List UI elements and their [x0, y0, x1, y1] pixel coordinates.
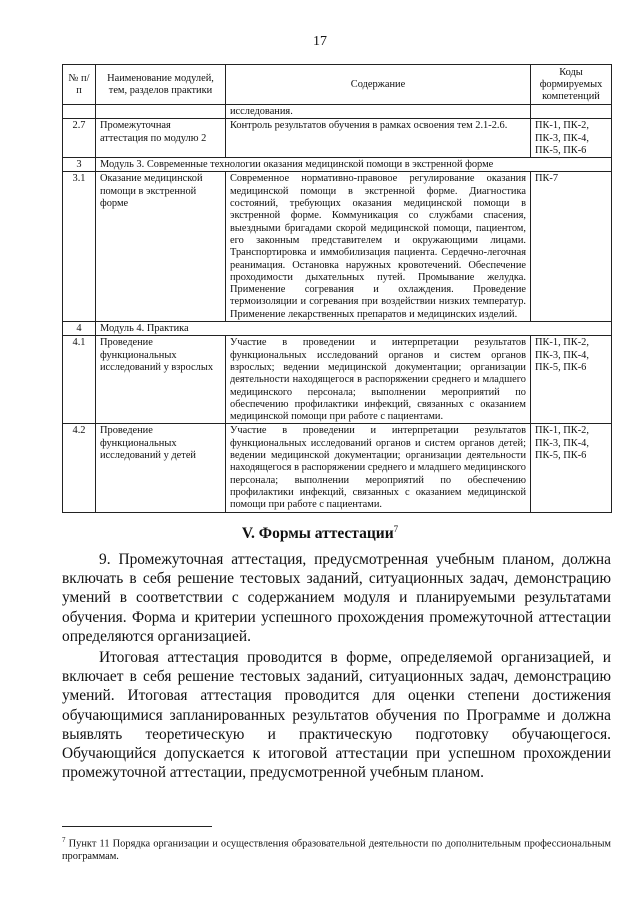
module-title: Модуль 3. Современные технологии оказания медицинской помощи в экстренной форме — [96, 158, 612, 172]
footnote-reference: 7 — [393, 524, 399, 534]
module-title: Модуль 4. Практика — [96, 322, 612, 336]
cell-num: 4.2 — [63, 424, 96, 512]
table-row-3-1 — [63, 172, 612, 322]
module-4-row — [63, 322, 612, 336]
cell-num: 2.7 — [63, 119, 96, 158]
cell-codes: ПК-1, ПК-2, ПК-3, ПК-4, ПК-5, ПК-6 — [531, 119, 612, 158]
cell-num: 3.1 — [63, 172, 96, 322]
header-codes: Коды формируемых компетенций — [531, 65, 612, 105]
cell-codes: ПК-1, ПК-2, ПК-3, ПК-4, ПК-5, ПК-6 — [531, 424, 612, 512]
cell-num: 4.1 — [63, 336, 96, 424]
curriculum-table — [62, 64, 612, 513]
cell-codes: ПК-1, ПК-2, ПК-3, ПК-4, ПК-5, ПК-6 — [531, 336, 612, 424]
cell-name: Проведение функциональных исследований у детей — [96, 424, 226, 512]
cell-codes: ПК-7 — [531, 172, 612, 322]
table-row-4-1 — [63, 336, 612, 424]
cell-content: Контроль результатов обучения в рамках освоения тем 2.1-2.6. — [226, 119, 531, 158]
cell-name: Проведение функциональных исследований у взрослых — [96, 336, 226, 424]
table-row-4-2 — [63, 424, 612, 512]
header-num: № п/п — [63, 65, 96, 105]
cell-content: исследования. — [226, 105, 531, 119]
module-num: 4 — [63, 322, 96, 336]
footnote-divider — [62, 826, 212, 827]
cell-content: Участие в проведении и интерпретации результатов функциональных исследований органов и систем органов взрослых; ведении медицинской документации; организации деятельности находящегося в распоряжении среднего и младшего медицинского персонала; выполнении мероприятий по обеспечению профилактики инфекций, связанных с оказанием медицинской помощи при работе с пациентами. — [226, 336, 531, 424]
header-content: Содержание — [226, 65, 531, 105]
table-row-continuation — [63, 105, 612, 119]
table-row-2-7 — [63, 119, 612, 158]
page-number: 17 — [313, 34, 327, 49]
footnote-text: Пункт 11 Порядка организации и осуществления образовательной деятельности по дополнительным профессиональным программам. — [62, 838, 611, 863]
table-header-row — [63, 65, 612, 105]
footnote — [62, 834, 611, 863]
section-heading — [0, 524, 640, 543]
module-3-row — [63, 158, 612, 172]
module-num: 3 — [63, 158, 96, 172]
cell-content: Современное нормативно-правовое регулирование оказания медицинской помощи в экстренной форме. Диагностика состояний, требующих оказания медицинской помощи в экстренной форме. Коммуникация со службами спасения, выездными бригадами скорой медицинской помощи, пациентом, его законным представителем и окружающими лицами. Транспортировка и иммобилизация пациента. Сердечно-легочная реанимация. Остановка наружных кровотечений. Обеспечение проходимости дыхательных путей. Промывание желудка. Применение согревания и охлаждения. Проведение термоизоляции и согревания при воздействии низких температур. Применение лекарственных препаратов и медицинских изделий. — [226, 172, 531, 322]
paragraph-intermediate-attestation: 9. Промежуточная аттестация, предусмотренная учебным планом, должна включать в себя решение тестовых заданий, ситуационных задач, демонстрацию умений в соответствии с содержанием модуля и планируемыми результатами обучения. Форма и критерии успешного прохождения промежуточной аттестации определяются организацией. — [62, 551, 611, 645]
cell-name: Оказание медицинской помощи в экстренной форме — [96, 172, 226, 322]
paragraph-final-attestation: Итоговая аттестация проводится в форме, определяемой организацией, и включает в себя решение тестовых заданий, ситуационных задач, демонстрацию умений. Итоговая аттестация проводится для оценки степени достижения обучающимися запланированных результатов обучения по Программе и должна выявлять теоретическую и практическую подготовку обучающегося. Обучающийся допускается к итоговой аттестации при успешном прохождении промежуточной аттестации, предусмотренной учебным планом. — [62, 649, 611, 782]
footnote-mark: 7 — [62, 836, 66, 844]
cell-content: Участие в проведении и интерпретации результатов функциональных исследований органов и систем органов детей; ведении медицинской документации; организации деятельности находящегося в распоряжении среднего и младшего медицинского персонала; выполнении мероприятий по обеспечению профилактики инфекций, связанных с оказанием медицинской помощи при работе с пациентами. — [226, 424, 531, 512]
cell-name: Промежуточная аттестация по модулю 2 — [96, 119, 226, 158]
section-title: V. Формы аттестации — [241, 525, 394, 543]
header-name: Наименование модулей, тем, разделов практики — [96, 65, 226, 105]
